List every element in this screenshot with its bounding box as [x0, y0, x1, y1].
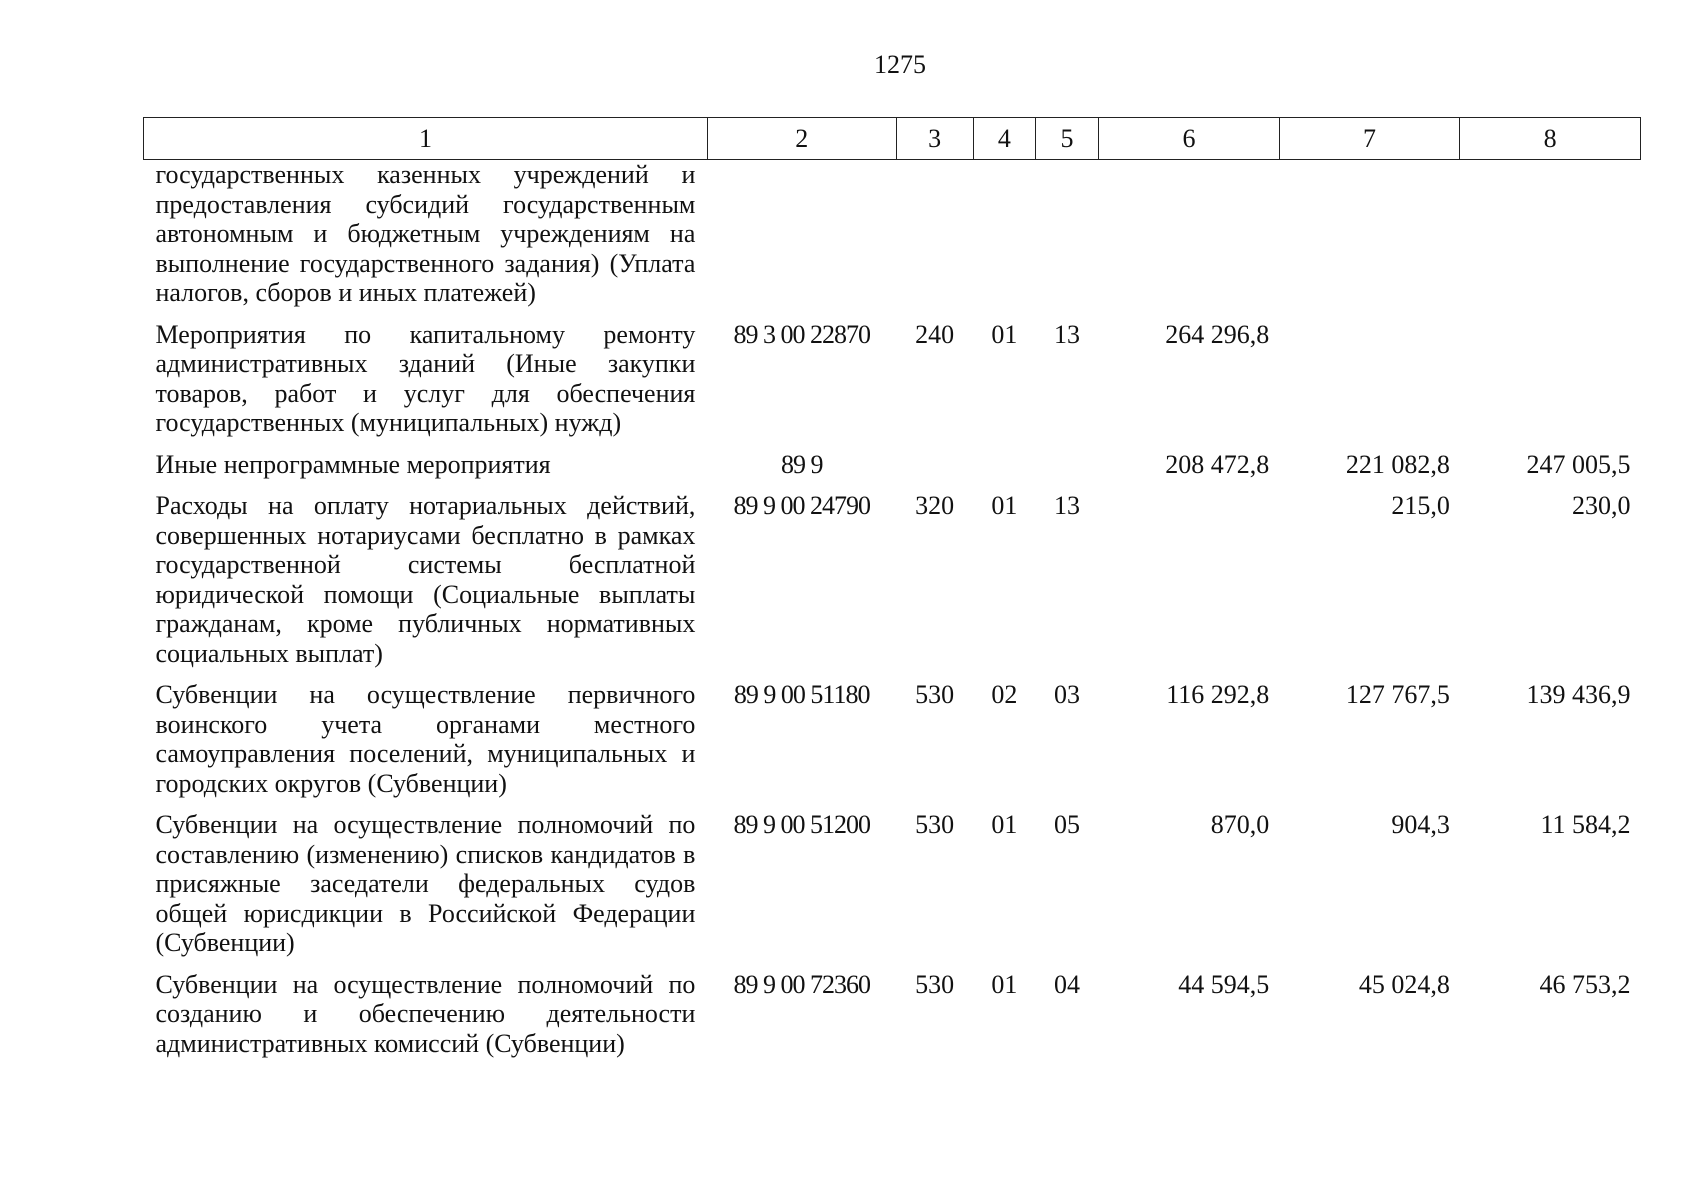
- target-article-code: 89 9 00 51200: [733, 810, 870, 839]
- expense-type-code: 530: [915, 680, 955, 709]
- column-number: 2: [707, 118, 896, 160]
- expense-type-code: [896, 160, 973, 315]
- amount-col-6: 44 594,5: [1178, 969, 1270, 999]
- subsection-code: 05: [1054, 810, 1081, 839]
- column-number: 5: [1035, 118, 1098, 160]
- amount-col-8: 247 005,5: [1526, 449, 1631, 479]
- subsection-code: [1035, 445, 1098, 487]
- row-name: Мероприятия по капитальному ремонту административных зданий (Иные закупки товаров, работ и услуг для обеспечения государственных (муниципальных) нужд): [155, 319, 696, 437]
- amount-col-7: 215,0: [1391, 491, 1450, 520]
- section-code: 01: [991, 969, 1018, 999]
- amount-col-8: [1460, 160, 1641, 315]
- row-name: Субвенции на осуществление первичного воинского учета органами местного самоуправления поселений, муниципальных и городских округов (Субвенции): [155, 680, 696, 798]
- amount-col-6: [1099, 160, 1280, 315]
- section-code: 02: [991, 680, 1018, 709]
- section-code: 01: [991, 491, 1018, 520]
- column-number-row: [144, 118, 1641, 160]
- column-number: 6: [1099, 118, 1280, 160]
- row-name: Субвенции на осуществление полномочий по составлению (изменению) списков кандидатов в присяжные заседатели федеральных судов общей юрисдикции в Российской Федерации (Субвенции): [155, 810, 696, 957]
- amount-col-6: 208 472,8: [1165, 449, 1270, 479]
- amount-col-7: 127 767,5: [1345, 680, 1450, 709]
- page-number: 1275: [874, 50, 926, 79]
- expense-type-code: 240: [915, 319, 955, 349]
- table-row: [144, 805, 1641, 965]
- amount-col-7: [1279, 160, 1460, 315]
- amount-col-8: 11 584,2: [1540, 810, 1631, 839]
- target-article-code: 89 9 00 72360: [733, 969, 870, 999]
- subsection-code: [1035, 160, 1098, 315]
- section-code: 01: [991, 810, 1018, 839]
- amount-col-8: 230,0: [1572, 491, 1631, 520]
- amount-col-7: 45 024,8: [1358, 969, 1450, 999]
- amount-col-6: [1099, 486, 1280, 675]
- subsection-code: 13: [1054, 491, 1081, 520]
- subsection-code: 04: [1054, 969, 1081, 999]
- section-code: [973, 160, 1035, 315]
- column-number: 3: [896, 118, 973, 160]
- column-number: 4: [973, 118, 1035, 160]
- row-name: Расходы на оплату нотариальных действий, совершенных нотариусами бесплатно в рамках государственной системы бесплатной юридической помощи (Социальные выплаты гражданам, кроме публичных нормативных социальных выплат): [155, 491, 696, 668]
- table-row: [144, 675, 1641, 805]
- amount-col-6: 264 296,8: [1165, 319, 1270, 349]
- subsection-code: 03: [1054, 680, 1081, 709]
- amount-col-8: [1460, 315, 1641, 445]
- table-row: [144, 965, 1641, 1066]
- amount-col-7: [1279, 315, 1460, 445]
- budget-table: [143, 117, 1641, 1065]
- target-article-code: 89 3 00 22870: [733, 319, 870, 349]
- table-row: [144, 486, 1641, 675]
- expense-type-code: 320: [915, 491, 955, 520]
- column-number: 7: [1279, 118, 1460, 160]
- section-code: [973, 445, 1035, 487]
- target-article-code: 89 9 00 24790: [733, 491, 870, 520]
- table-row: [144, 445, 1641, 487]
- target-article-code: 89 9: [780, 449, 823, 479]
- row-name: Иные непрограммные мероприятия: [155, 449, 551, 479]
- amount-col-8: 139 436,9: [1526, 680, 1631, 709]
- section-code: 01: [991, 319, 1018, 349]
- table-row: [144, 315, 1641, 445]
- target-article-code: [707, 160, 896, 315]
- amount-col-6: 116 292,8: [1166, 680, 1270, 709]
- expense-type-code: [896, 445, 973, 487]
- target-article-code: 89 9 00 51180: [733, 680, 870, 709]
- amount-col-7: 221 082,8: [1345, 449, 1450, 479]
- row-name: Субвенции на осуществление полномочий по созданию и обеспечению деятельности административных комиссий (Субвенции): [155, 969, 696, 1058]
- row-name: государственных казенных учреждений и предоставления субсидий государственным автономным и бюджетным учреждениям на выполнение государственного задания) (Уплата налогов, сборов и иных платежей): [155, 160, 696, 307]
- subsection-code: 13: [1054, 319, 1081, 349]
- column-number: 1: [144, 118, 708, 160]
- column-number: 8: [1460, 118, 1641, 160]
- table-row: [144, 160, 1641, 315]
- amount-col-7: 904,3: [1391, 810, 1450, 839]
- expense-type-code: 530: [915, 969, 955, 999]
- amount-col-6: 870,0: [1210, 810, 1270, 839]
- expense-type-code: 530: [915, 810, 955, 839]
- amount-col-8: 46 753,2: [1539, 969, 1631, 999]
